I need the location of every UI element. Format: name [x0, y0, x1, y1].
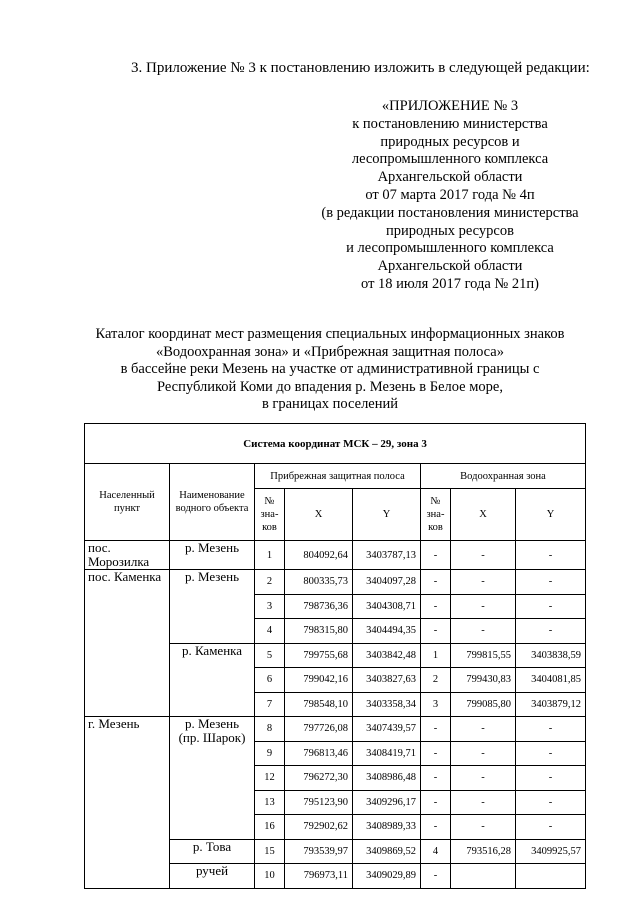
water-sign-number-cell: -	[421, 864, 451, 889]
coastal-y-cell: 3409296,17	[353, 790, 421, 815]
table-row	[85, 541, 586, 570]
coastal-sign-number-cell: 7	[255, 692, 285, 717]
water-object-header: Наименование водного объекта	[170, 464, 255, 541]
water-sign-number-cell: -	[421, 790, 451, 815]
coastal-y-cell: 3403787,13	[353, 541, 421, 570]
water-sign-number-cell: -	[421, 815, 451, 840]
water-y-cell: 3403838,59	[516, 643, 586, 668]
water-object-cell: р. Мезень	[170, 541, 255, 570]
table-row	[85, 570, 586, 595]
water-y-cell: -	[516, 594, 586, 619]
coastal-x-header: X	[285, 489, 353, 541]
settlement-header: Населенный пункт	[85, 464, 170, 541]
appendix-line: природных ресурсов	[386, 222, 514, 239]
water-sign-number-cell: -	[421, 541, 451, 570]
water-y-cell: -	[516, 619, 586, 644]
coastal-x-cell: 799042,16	[285, 668, 353, 693]
coastal-x-cell: 795123,90	[285, 790, 353, 815]
coastal-sign-number-cell: 3	[255, 594, 285, 619]
water-y-cell: -	[516, 570, 586, 595]
water-x-cell: 799430,83	[451, 668, 516, 693]
water-y-cell: 3409925,57	[516, 839, 586, 864]
coastal-x-cell: 797726,08	[285, 717, 353, 742]
coastal-sign-number-cell: 12	[255, 766, 285, 791]
coastal-x-cell: 800335,73	[285, 570, 353, 595]
coastal-y-cell: 3409029,89	[353, 864, 421, 889]
water-x-cell: 799085,80	[451, 692, 516, 717]
water-y-cell: -	[516, 766, 586, 791]
coastal-sign-number-cell: 4	[255, 619, 285, 644]
water-sign-number-cell: -	[421, 717, 451, 742]
coastal-y-cell: 3408986,48	[353, 766, 421, 791]
water-y-cell: -	[516, 741, 586, 766]
catalog-line: Каталог координат мест размещения специальных информационных знаков	[95, 326, 565, 342]
coastal-x-cell: 798548,10	[285, 692, 353, 717]
catalog-title	[60, 326, 600, 414]
water-x-cell: -	[451, 766, 516, 791]
appendix-line: Архангельской области	[377, 169, 523, 186]
water-y-cell: -	[516, 815, 586, 840]
coastal-y-cell: 3404494,35	[353, 619, 421, 644]
catalog-line: в границах поселений	[261, 396, 399, 413]
coastal-sign-number-cell: 10	[255, 864, 285, 889]
catalog-line: Республикой Коми до впадения р. Мезень в Белое море,	[157, 378, 503, 395]
water-sign-number-cell: -	[421, 766, 451, 791]
appendix-line: природных ресурсов и	[380, 133, 520, 150]
water-sign-number-cell: -	[421, 619, 451, 644]
appendix-line: лесопромышленного комплекса	[351, 151, 549, 168]
coastal-x-cell: 796813,46	[285, 741, 353, 766]
water-x-cell: -	[451, 717, 516, 742]
water-x-cell: -	[451, 594, 516, 619]
coastal-x-cell: 793539,97	[285, 839, 353, 864]
appendix-line: и лесопромышленного комплекса	[346, 240, 554, 257]
water-object-cell: р. Мезень (пр. Шарок)	[170, 717, 255, 840]
coastal-sign-number-cell: 9	[255, 741, 285, 766]
water-x-cell: -	[451, 570, 516, 595]
water-zone-header: Водоохранная зона	[421, 464, 586, 489]
water-y-cell: -	[516, 541, 586, 570]
coastal-y-cell: 3403827,63	[353, 668, 421, 693]
coastal-y-cell: 3407439,57	[353, 717, 421, 742]
appendix-line: от 18 июля 2017 года № 21п)	[361, 275, 539, 292]
water-y-cell: 3403879,12	[516, 692, 586, 717]
coastal-x-cell: 796973,11	[285, 864, 353, 889]
water-x-cell: 793516,28	[451, 839, 516, 864]
appendix-line: к постановлению министерства	[352, 115, 548, 132]
water-sign-number-cell: -	[421, 570, 451, 595]
coastal-sign-number-cell: 5	[255, 643, 285, 668]
coastal-y-cell: 3408989,33	[353, 815, 421, 840]
coastal-sign-number-cell: 1	[255, 541, 285, 570]
appendix-line: от 07 марта 2017 года № 4п	[365, 186, 535, 203]
coastal-x-cell: 798736,36	[285, 594, 353, 619]
catalog-line: в бассейне реки Мезень на участке от административной границы с	[120, 361, 540, 378]
coastal-x-cell: 798315,80	[285, 619, 353, 644]
coastal-y-cell: 3403358,34	[353, 692, 421, 717]
settlement-cell: г. Мезень	[85, 717, 170, 889]
settlement-cell: пос. Морозилка	[85, 541, 170, 570]
water-x-cell: -	[451, 741, 516, 766]
water-x-cell	[451, 864, 516, 889]
water-y-header: Y	[516, 489, 586, 541]
water-sign-number-header: № зна-ков	[421, 489, 451, 541]
coastal-sign-number-header: № зна-ков	[255, 489, 285, 541]
water-sign-number-cell: 1	[421, 643, 451, 668]
appendix-line: Архангельской области	[377, 258, 523, 275]
coastal-sign-number-cell: 8	[255, 717, 285, 742]
coastal-x-cell: 804092,64	[285, 541, 353, 570]
water-x-cell: 799815,55	[451, 643, 516, 668]
water-y-cell: 3404081,85	[516, 668, 586, 693]
appendix-line: «ПРИЛОЖЕНИЕ № 3	[381, 98, 519, 114]
water-sign-number-cell: 4	[421, 839, 451, 864]
water-sign-number-cell: 3	[421, 692, 451, 717]
coastal-sign-number-cell: 15	[255, 839, 285, 864]
coordinate-system-header: Система координат МСК – 29, зона 3	[85, 424, 586, 464]
water-y-cell: -	[516, 717, 586, 742]
coastal-y-cell: 3408419,71	[353, 741, 421, 766]
coastal-y-cell: 3403842,48	[353, 643, 421, 668]
coastal-y-cell: 3404097,28	[353, 570, 421, 595]
water-x-cell: -	[451, 541, 516, 570]
coastal-y-cell: 3404308,71	[353, 594, 421, 619]
coastal-sign-number-cell: 13	[255, 790, 285, 815]
settlement-cell: пос. Каменка	[85, 570, 170, 717]
catalog-line: «Водоохранная зона» и «Прибрежная защитная полоса»	[156, 343, 504, 360]
coastal-x-cell: 792902,62	[285, 815, 353, 840]
appendix-header	[300, 98, 600, 294]
coastal-sign-number-cell: 16	[255, 815, 285, 840]
water-sign-number-cell: -	[421, 594, 451, 619]
water-object-cell: р. Това	[170, 839, 255, 864]
water-x-cell: -	[451, 790, 516, 815]
water-x-cell: -	[451, 619, 516, 644]
coastal-sign-number-cell: 2	[255, 570, 285, 595]
water-sign-number-cell: 2	[421, 668, 451, 693]
coastal-x-cell: 799755,68	[285, 643, 353, 668]
coastal-strip-header: Прибрежная защитная полоса	[255, 464, 421, 489]
appendix-line: (в редакции постановления министерства	[321, 204, 579, 221]
water-object-cell: ручей	[170, 864, 255, 889]
water-sign-number-cell: -	[421, 741, 451, 766]
water-x-header: X	[451, 489, 516, 541]
intro-text: 3. Приложение № 3 к постановлению изложить в следующей редакции:	[131, 60, 590, 76]
water-object-cell: р. Каменка	[170, 643, 255, 717]
water-x-cell: -	[451, 815, 516, 840]
coastal-x-cell: 796272,30	[285, 766, 353, 791]
coordinates-table	[84, 423, 586, 889]
coastal-y-cell: 3409869,52	[353, 839, 421, 864]
table-row	[85, 717, 586, 742]
coastal-y-header: Y	[353, 489, 421, 541]
coastal-sign-number-cell: 6	[255, 668, 285, 693]
water-y-cell	[516, 864, 586, 889]
water-y-cell: -	[516, 790, 586, 815]
water-object-cell: р. Мезень	[170, 570, 255, 644]
